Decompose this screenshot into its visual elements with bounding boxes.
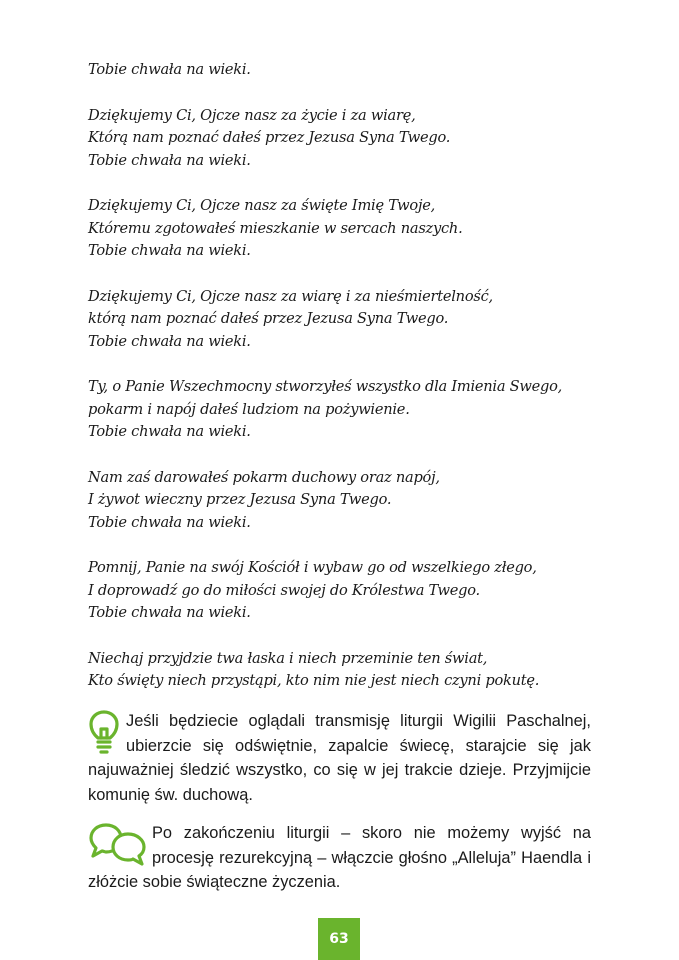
verse-line: Tobie chwała na wieki. xyxy=(88,513,251,531)
stanza xyxy=(88,59,608,82)
verse-line: Tobie chwała na wieki. xyxy=(88,151,251,169)
verse-line: Kto święty niech przystąpi, kto nim nie jest niech czyni pokutę. xyxy=(88,672,540,689)
verse-line: Tobie chwała na wieki. xyxy=(88,242,251,259)
verse-line: Którą nam poznać dałeś przez Jezusa Syna Twego. xyxy=(88,129,451,146)
verse-line: Nam zaś darowałeś pokarm duchowy oraz napój, xyxy=(88,468,440,486)
verse-line: Dziękujemy Ci, Ojcze nasz za wiarę i za nieśmiertelność, xyxy=(88,287,493,305)
page-number: 63 xyxy=(318,918,360,960)
tip-text: Jeśli będziecie oglądali transmisję liturgii Wigilii Paschalnej, ubierzcie się odświętnie, zapalcie świecę, starajcie się jak najuważniej śledzić wszystko, co się w jej trakcie dzieje. Przyjmijcie komunię św. duchową. xyxy=(88,712,591,804)
tip-note-transmission xyxy=(88,709,591,807)
verse-line: Niechaj przyjdzie twa łaska i niech przeminie ten świat, xyxy=(88,649,488,667)
verse-line: którą nam poznać dałeś przez Jezusa Syna Twego. xyxy=(88,310,449,327)
verse-line: I żywot wieczny przez Jezusa Syna Twego. xyxy=(88,491,392,508)
stanza xyxy=(88,105,608,173)
stanza xyxy=(88,648,608,693)
tip-note-alleluja xyxy=(88,821,591,895)
verse-line: Tobie chwała na wieki. xyxy=(88,332,251,350)
verse-line: Pomnij, Panie na swój Kościół i wybaw go od wszelkiego złego, xyxy=(88,559,537,576)
prayer-verses xyxy=(88,59,608,716)
lightbulb-icon xyxy=(88,709,122,755)
verse-line: Dziękujemy Ci, Ojcze nasz za święte Imię Twoje, xyxy=(88,197,436,214)
verse-line: I doprowadź go do miłości swojej do Królestwa Twego. xyxy=(88,581,480,599)
verse-line: Któremu zgotowałeś mieszkanie w sercach naszych. xyxy=(88,219,463,237)
stanza xyxy=(88,195,608,263)
stanza xyxy=(88,467,608,535)
stanza xyxy=(88,557,608,625)
speech-bubbles-icon xyxy=(88,821,148,867)
verse-line: Dziękujemy Ci, Ojcze nasz za życie i za wiarę, xyxy=(88,106,416,124)
verse-line: pokarm i napój dałeś ludziom na pożywienie. xyxy=(88,400,410,418)
stanza xyxy=(88,286,608,354)
verse-line: Tobie chwała na wieki. xyxy=(88,61,251,78)
verse-line: Ty, o Panie Wszechmocny stworzyłeś wszystko dla Imienia Swego, xyxy=(88,378,563,395)
verse-line: Tobie chwała na wieki. xyxy=(88,604,251,621)
stanza xyxy=(88,376,608,444)
verse-line: Tobie chwała na wieki. xyxy=(88,423,251,440)
tip-text: Po zakończeniu liturgii – skoro nie możemy wyjść na procesję rezurekcyjną – włączcie głośno „Alleluja” Haendla i złóżcie sobie świąteczne życzenia. xyxy=(88,824,591,891)
